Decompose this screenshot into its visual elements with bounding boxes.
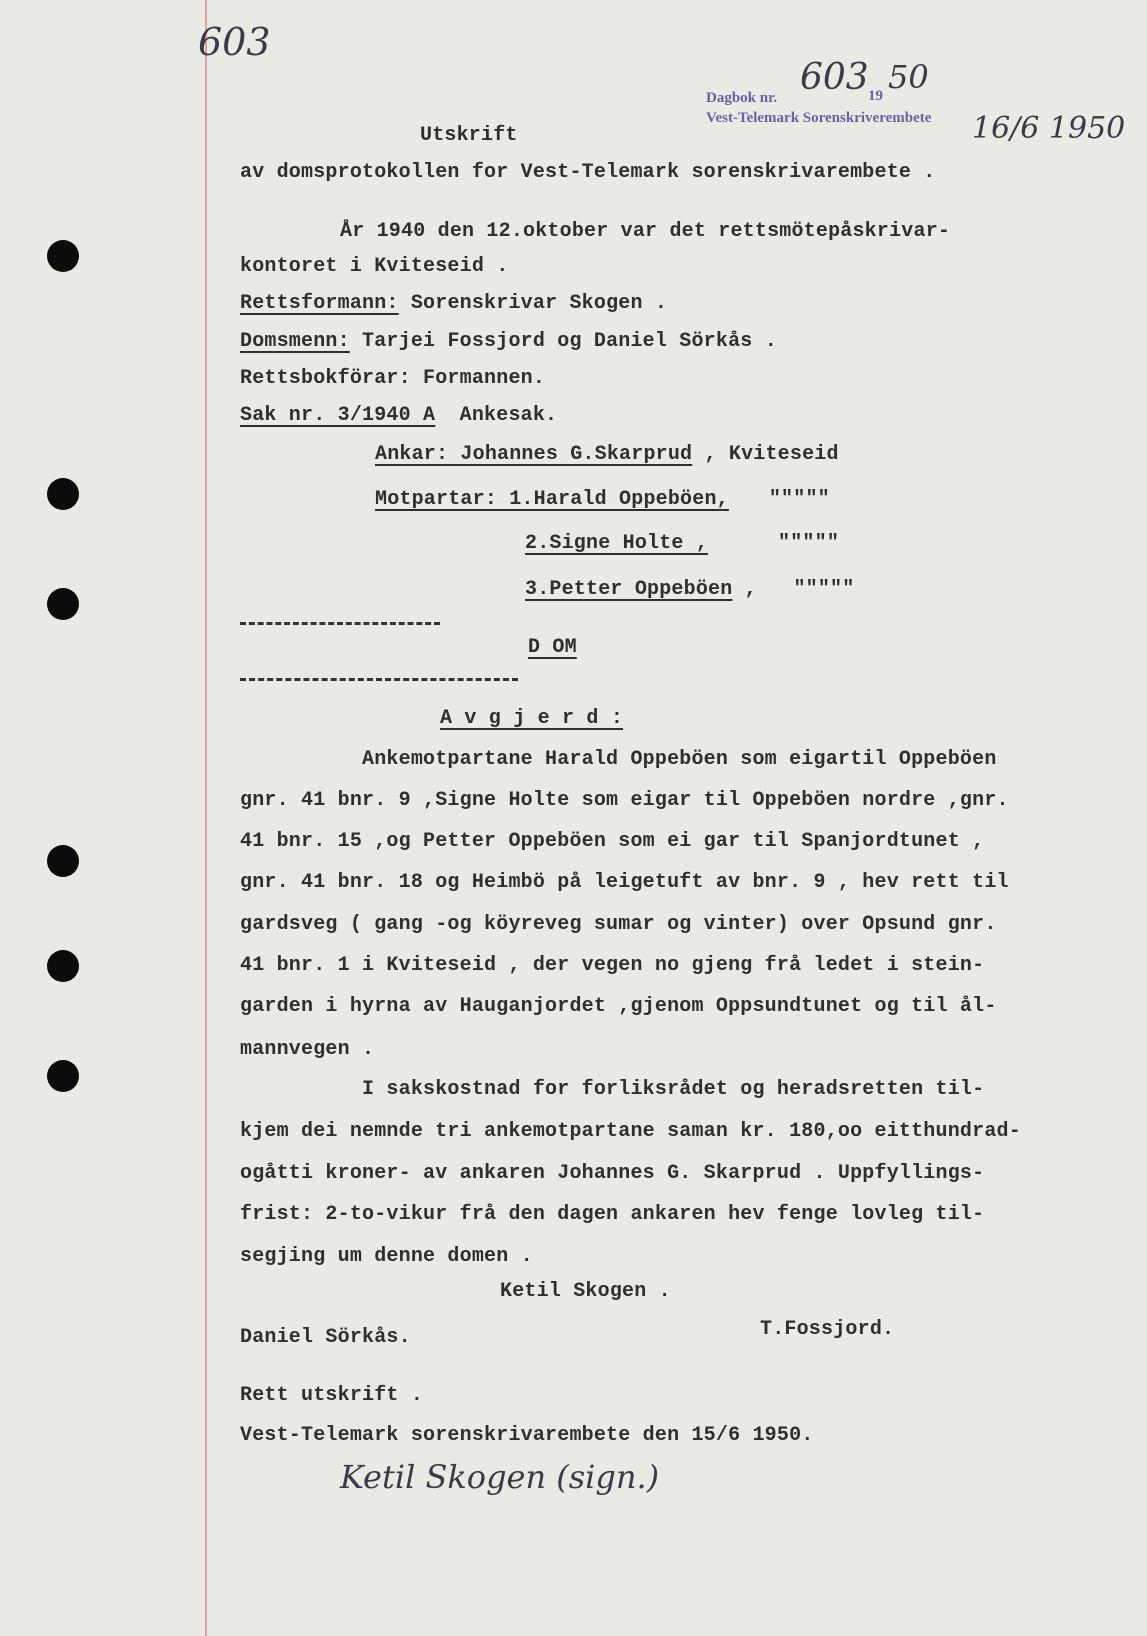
punch-hole (47, 845, 79, 877)
name: 2.Signe Holte , (525, 532, 709, 555)
body-line: segjing um denne domen . (240, 1245, 533, 1268)
divider (240, 678, 518, 681)
intro-line: År 1940 den 12.oktober var det rettsmötepåskrivar- (340, 220, 951, 243)
ankar (375, 443, 839, 466)
motpart (525, 578, 854, 601)
body-line: Ankemotpartane Harald Oppeböen som eigartil Oppeböen (240, 748, 997, 771)
motpart (525, 532, 839, 555)
punch-hole (47, 588, 79, 620)
avgjerd-heading: A v g j e r d : (440, 707, 624, 730)
punch-hole (47, 240, 79, 272)
sak-nr (240, 404, 557, 427)
divider (240, 622, 440, 625)
place: """"" (768, 488, 830, 511)
signature-daniel: Daniel Sörkås. (240, 1326, 411, 1349)
punch-hole (47, 478, 79, 510)
rettsbokforar: Rettsbokförar: Formannen. (240, 367, 546, 390)
document-subtitle: av domsprotokollen for Vest-Telemark sorenskrivarembete . (240, 161, 936, 184)
handwritten-date: 16/6 1950 (972, 111, 1126, 146)
punch-hole (47, 950, 79, 982)
value: Sorenskrivar Skogen . (398, 292, 668, 315)
body-line: frist: 2-to-vikur frå den dagen ankaren hev fenge lovleg til- (240, 1203, 985, 1226)
stamp-line1: Dagbok nr. (706, 90, 778, 106)
body-line: 41 bnr. 1 i Kviteseid , der vegen no gjeng frå ledet i stein- (240, 954, 985, 977)
body-line: gardsveg ( gang -og köyreveg sumar og vinter) over Opsund gnr. (240, 913, 997, 936)
body-line: ogåtti kroner- av ankaren Johannes G. Skarprud . Uppfyllings- (240, 1162, 985, 1185)
rett-utskrift: Rett utskrift . (240, 1384, 424, 1407)
label: Rettsformann: (240, 292, 399, 315)
value: Ankesak. (435, 404, 558, 427)
page-number-handwritten: 603 (198, 20, 271, 64)
stamp-number: 603 (800, 57, 869, 98)
body-line: mannvegen . (240, 1038, 375, 1061)
value: Tarjei Fossjord og Daniel Sörkås . (349, 330, 777, 353)
handwritten-signature: Ketil Skogen (sign.) (340, 1458, 660, 1496)
label: Sak nr. 3/1940 A (240, 404, 436, 427)
body-line: gnr. 41 bnr. 18 og Heimbö på leigetuft av bnr. 9 , hev rett til (240, 871, 1009, 894)
label: Domsmenn: (240, 330, 350, 353)
label: Ankar: Johannes G.Skarprud (375, 443, 693, 466)
body-line: I sakskostnad for forliksrådet og heradsretten til- (240, 1078, 985, 1101)
motpart (375, 488, 830, 511)
stamp-year-prefix: 19 (868, 88, 883, 104)
place: """"" (778, 532, 840, 555)
place: , """"" (732, 578, 855, 601)
domsmenn (240, 330, 777, 353)
intro-line: kontoret i Kviteseid . (240, 255, 509, 278)
name: 3.Petter Oppeböen (525, 578, 733, 601)
stamp-year: 50 (888, 58, 929, 96)
name: Motpartar: 1.Harald Oppeböen, (375, 488, 729, 511)
rettsformann (240, 292, 667, 315)
document-title: Utskrift (420, 124, 518, 147)
body-line: garden i hyrna av Hauganjordet ,gjenom Oppsundtunet og til ål- (240, 995, 997, 1018)
signature-ketil: Ketil Skogen . (500, 1280, 671, 1303)
body-line: gnr. 41 bnr. 9 ,Signe Holte som eigar til Oppeböen nordre ,gnr. (240, 789, 1009, 812)
punch-hole (47, 1060, 79, 1092)
body-line: kjem dei nemnde tri ankemotpartane saman kr. 180,oo eitthundrad- (240, 1120, 1021, 1143)
signature-fossjord: T.Fossjord. (760, 1318, 895, 1341)
body-line: 41 bnr. 15 ,og Petter Oppeböen som ei gar til Spanjordtunet , (240, 830, 985, 853)
stamp-line2: Vest-Telemark Sorenskriverembete (706, 110, 932, 126)
office-date: Vest-Telemark sorenskrivarembete den 15/6 1950. (240, 1424, 814, 1447)
margin-line (205, 0, 207, 1636)
value: , Kviteseid (692, 443, 839, 466)
dom-heading: D OM (528, 636, 577, 659)
